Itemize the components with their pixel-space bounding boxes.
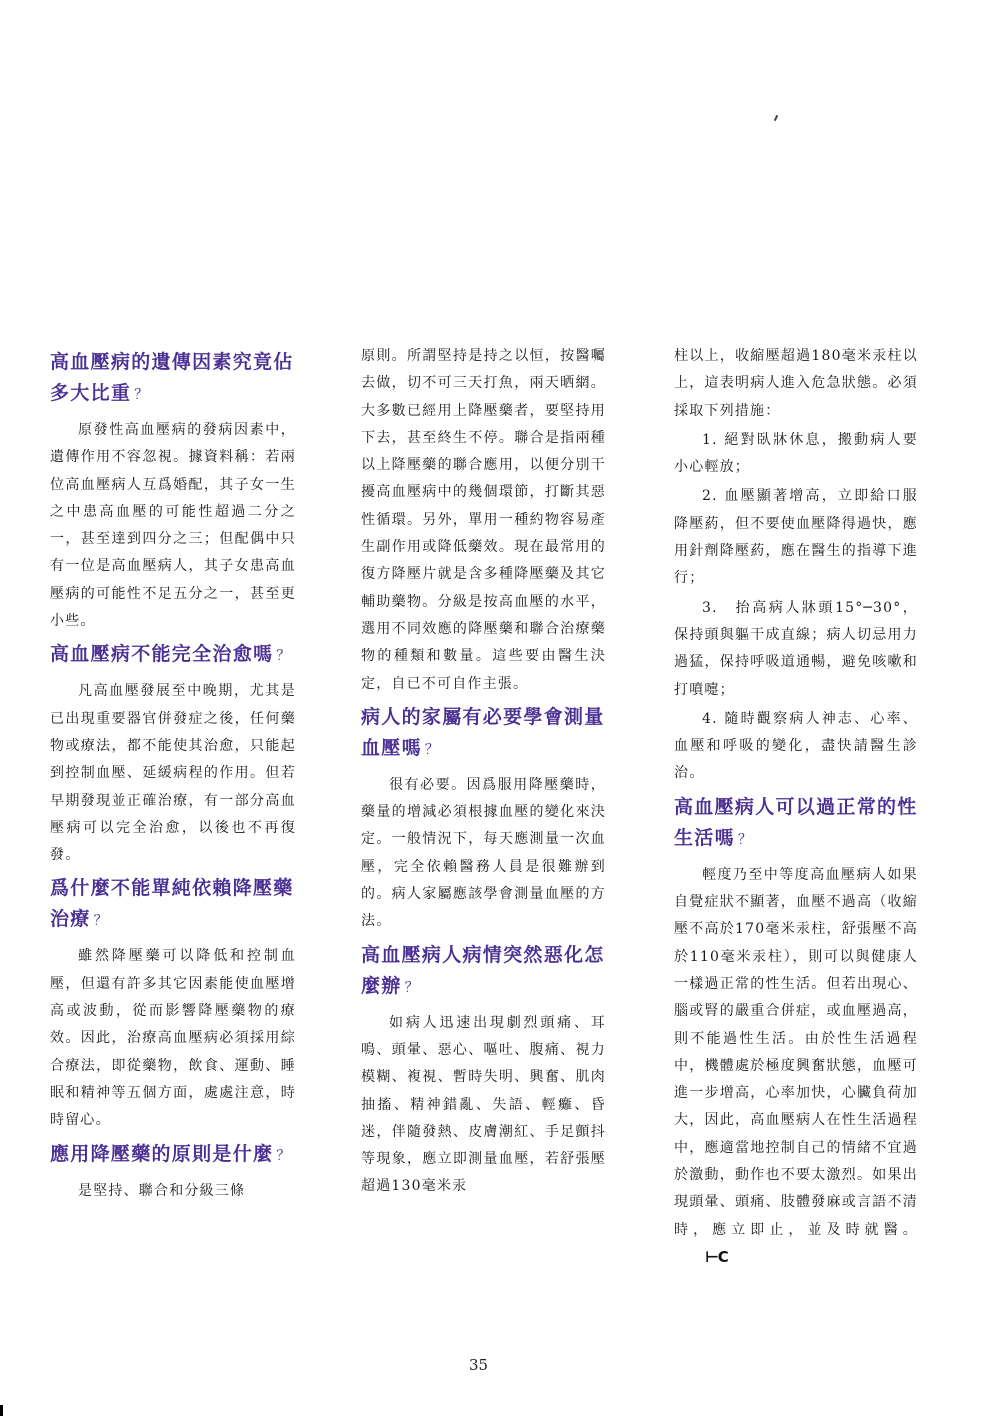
body-paragraph: 柱以上，收縮壓超過180毫米汞柱以上，這表明病人進入危急狀態。必須採取下列措施：: [674, 348, 918, 419]
section-heading: [50, 873, 296, 937]
heading-text: 高血壓病的遺傳因素究竟佔多大比重: [50, 351, 294, 404]
section-heading: [361, 702, 606, 766]
scan-corner-mark: [0, 1405, 3, 1416]
list-item: 4. 隨時觀察病人神志、心率、血壓和呼吸的變化，盡快請醫生診治。: [674, 710, 918, 782]
body-paragraph: 凡高血壓發展至中晚期，尤其是已出現重要器官併發症之後，任何藥物或療法，都不能使其治愈，只能起到控制血壓、延緩病程的作用。但若早期發現並正確治療，有一部分高血壓病可以完全治愈，以後也不再復發。: [50, 683, 296, 864]
column-3: [674, 343, 918, 1274]
section-heading: [50, 1139, 296, 1172]
list-item: 1. 絕對臥牀休息，搬動病人要小心輕放；: [674, 431, 918, 476]
page-number: 35: [468, 1356, 489, 1374]
end-mark-icon: ⊢C: [705, 1247, 728, 1266]
heading-text: 高血壓病不能完全治愈嗎: [50, 643, 274, 666]
list-item: 3. 抬高病人牀頭15°─30°，保持頭與軀干成直線；病人切忌用力過猛，保持呼吸道通暢，避免咳嗽和打噴嚏；: [674, 599, 918, 698]
heading-text: 高血壓病人病情突然惡化怎麼辦: [361, 943, 605, 997]
section-heading: [674, 792, 918, 856]
body-paragraph: [674, 862, 918, 1272]
section-heading: [50, 347, 296, 411]
question-mark: ？: [276, 648, 292, 665]
heading-text: 病人的家屬有必要學會測量血壓嗎: [361, 705, 605, 759]
section-heading: [50, 639, 296, 672]
column-2: [361, 343, 606, 1203]
paragraph-text: 輕度乃至中等度高血壓病人如果自覺症狀不顯著，血壓不過高（收縮壓不高於170毫米汞柱，舒張壓不高於110毫米汞柱），則可以與健康人一樣過正常的性生活。但若出現心、腦或腎的嚴重合併症，或血壓過高，則不能過性生活。由於性生活過程中，機體處於極度興奮狀態，血壓可進一步增高，心率加快，心臟負荷加大，因此，高血壓病人在性生活過程中，應適當地控制自己的情緒不宜過於激動，動作也不要太激烈。如果出現頭暈、頭痛、肢體發麻或言語不清時，應立即止，並及時就醫。: [674, 866, 918, 1238]
body-paragraph: 如病人迅速出現劇烈頭痛、耳鳴、頭暈、惡心、嘔吐、腹痛、視力模糊、複視、暫時失明、興奮、肌肉抽搐、精神錯亂、失語、輕癱、昏迷，伴隨發熱、皮膚潮紅、手足顫抖等現象，應立即測量血壓，若舒張壓超過130毫米汞: [361, 1014, 606, 1195]
question-mark: ？: [276, 1147, 292, 1164]
heading-text: 應用降壓藥的原則是什麼: [50, 1142, 274, 1165]
body-paragraph: 原則。所謂堅持是持之以恒，按醫囑去做，切不可三天打魚，兩天晒網。大多數已經用上降壓藥者，要堅持用下去，甚至終生不停。聯合是指兩種以上降壓藥的聯合應用，以便分別干擾高血壓病中的幾個環節，打斷其惡性循環。另外，單用一種約物容易產生副作用或降低藥效。現在最常用的復方降壓片就是含多種降壓藥及其它輔助藥物。分級是按高血壓的水平，選用不同效應的降壓藥和聯合治療藥物的種類和數量。這些要由醫生決定，自已不可自作主張。: [361, 348, 606, 692]
question-mark: ？: [134, 387, 150, 403]
heading-text: 爲什麼不能單純依賴降壓藥治療: [50, 877, 294, 931]
body-paragraph: 雖然降壓藥可以降低和控制血壓，但還有許多其它因素能使血壓增高或波動，從而影響降壓藥物的療效。因此，治療高血壓病必須採用綜合療法，即從藥物，飲食、運動、睡眠和精神等五個方面，處處注意，時時留心。: [50, 948, 296, 1129]
question-mark: ？: [93, 913, 109, 930]
heading-text: 高血壓病人可以過正常的性生活嗎: [674, 795, 918, 849]
list-item: 2. 血壓顯著增高，立即給口服降壓葯，但不要使血壓降得過快，應用針劑降壓葯，應在醫生的指導下進行；: [674, 488, 918, 587]
scan-speck: [774, 115, 778, 121]
question-mark: ？: [737, 831, 754, 848]
section-heading: [361, 940, 606, 1004]
question-mark: ？: [424, 741, 441, 758]
body-paragraph: 很有必要。因爲服用降壓藥時，藥量的增減必須根據血壓的變化來決定。一般情況下，每天應測量一次血壓，完全依賴醫務人員是很難辦到的。病人家屬應該學會測量血壓的方法。: [361, 776, 606, 930]
question-mark: ？: [404, 979, 420, 996]
body-paragraph: 是堅持、聯合和分級三條: [78, 1182, 246, 1199]
column-1: [50, 343, 296, 1207]
body-paragraph: 原發性高血壓病的發病因素中，遺傳作用不容忽視。據資料稱：若兩位高血壓病人互爲婚配，其子女一生之中患高血壓的可能性超過二分之一，甚至達到四分之三；但配偶中只有一位是高血壓病人，其子女患高血壓病的可能性不足五分之一，甚至更小些。: [50, 422, 296, 630]
